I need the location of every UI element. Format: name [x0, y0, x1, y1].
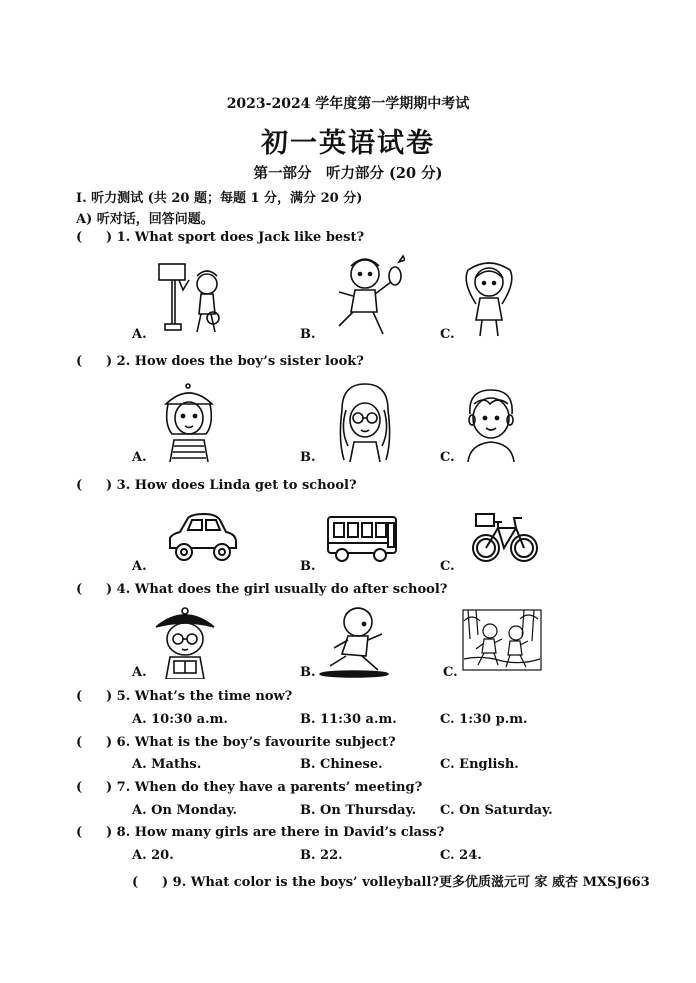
car-icon — [166, 512, 240, 564]
jump-rope-child-icon — [458, 262, 520, 340]
answer-bracket[interactable]: ( — [76, 825, 83, 840]
bus-icon — [326, 515, 398, 565]
answer-bracket[interactable]: ( — [132, 875, 139, 890]
answer-bracket[interactable]: ( — [76, 478, 83, 493]
option-b[interactable]: B. 11:30 a.m. — [300, 712, 397, 727]
answer-bracket[interactable]: ( — [76, 354, 83, 369]
option-c[interactable]: C. On Saturday. — [440, 803, 553, 818]
question-text: ) 9. What color is the boys’ volleyball?更多优质滋元可 家 威杏 MXSJ663 — [162, 875, 650, 890]
answer-bracket[interactable]: ( — [76, 735, 83, 750]
question-3 — [76, 478, 357, 493]
option-b[interactable]: B. Chinese. — [300, 757, 383, 772]
exam-year-line: 2023-2024 学年度第一学期期中考试 — [226, 96, 470, 112]
girl-long-hair-glasses-icon — [330, 380, 400, 462]
option-b-label: B. — [300, 327, 316, 342]
option-a[interactable]: A. 20. — [132, 848, 174, 863]
option-a-label: A. — [132, 327, 147, 342]
question-text: ) 2. How does the boy’s sister look? — [106, 354, 364, 369]
question-9 — [132, 871, 650, 890]
option-b-label: B. — [300, 450, 316, 465]
answer-bracket[interactable]: ( — [76, 230, 83, 245]
kids-in-park-icon — [462, 609, 542, 671]
option-a-label: A. — [132, 450, 147, 465]
girl-short-hair-icon — [158, 382, 220, 462]
boy-short-hair-icon — [460, 386, 522, 462]
option-a-label: A. — [132, 559, 147, 574]
question-6 — [76, 735, 396, 750]
option-c-label: C. — [440, 327, 455, 342]
basketball-player-icon — [155, 262, 225, 336]
answer-bracket[interactable]: ( — [76, 689, 83, 704]
option-c-label: C. — [443, 665, 458, 680]
option-a[interactable]: A. On Monday. — [132, 803, 238, 818]
question-8 — [76, 825, 444, 840]
option-b-label: B. — [300, 559, 316, 574]
option-c[interactable]: C. 1:30 p.m. — [440, 712, 528, 727]
question-5 — [76, 689, 292, 704]
question-7 — [76, 780, 422, 795]
question-text: ) 1. What sport does Jack like best? — [106, 230, 365, 245]
section-heading: I. 听力测试 (共 20 题；每题 1 分，满分 20 分) — [76, 191, 363, 206]
option-c-label: C. — [440, 450, 455, 465]
question-2 — [76, 354, 364, 369]
answer-bracket[interactable]: ( — [76, 780, 83, 795]
option-b[interactable]: B. 22. — [300, 848, 343, 863]
question-text: ) 3. How does Linda get to school? — [106, 478, 357, 493]
option-a-label: A. — [132, 665, 147, 680]
question-text: ) 6. What is the boy’s favourite subject? — [106, 735, 396, 750]
question-text: ) 5. What’s the time now? — [106, 689, 293, 704]
section-sub: A) 听对话，回答问题。 — [76, 212, 214, 227]
option-b[interactable]: B. On Thursday. — [300, 803, 417, 818]
badminton-player-icon — [333, 252, 405, 338]
bicycle-icon — [470, 512, 540, 564]
option-c[interactable]: C. English. — [440, 757, 519, 772]
option-b-label: B. — [300, 665, 316, 680]
option-c[interactable]: C. 24. — [440, 848, 482, 863]
option-c-label: C. — [440, 559, 455, 574]
question-4 — [76, 582, 447, 597]
answer-bracket[interactable]: ( — [76, 582, 83, 597]
part-line: 第一部分 听力部分 (20 分) — [253, 165, 443, 182]
option-a[interactable]: A. Maths. — [132, 757, 202, 772]
boy-running-icon — [318, 604, 390, 678]
question-1 — [76, 230, 364, 245]
question-text: ) 8. How many girls are there in David’s class? — [106, 825, 445, 840]
question-text: ) 7. When do they have a parents’ meeting? — [106, 780, 423, 795]
exam-title: 初一英语试卷 — [261, 128, 435, 159]
option-a[interactable]: A. 10:30 a.m. — [132, 712, 228, 727]
girl-reading-icon — [152, 605, 218, 679]
question-text: ) 4. What does the girl usually do after school? — [106, 582, 448, 597]
